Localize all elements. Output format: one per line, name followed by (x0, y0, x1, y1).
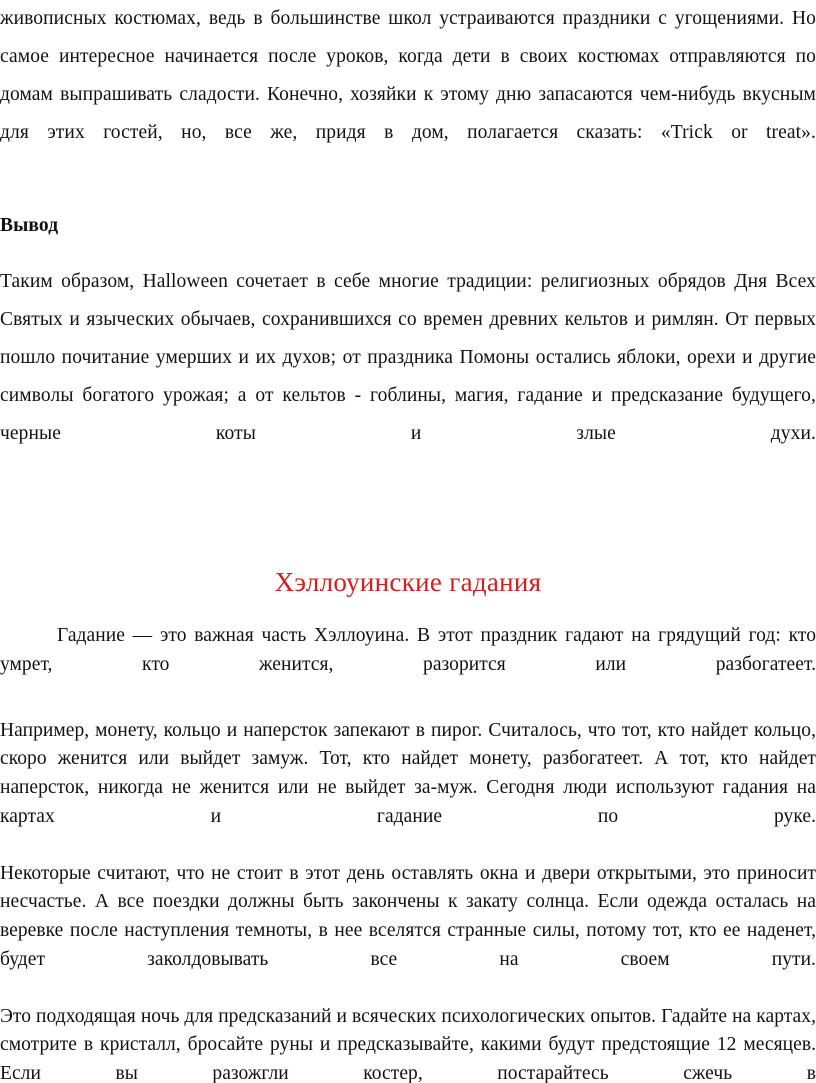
paragraph-predictions: Это подходящая ночь для предсказаний и всяческих психологических опытов. Гадайте на картах, смотрите в кристалл, бросайте руны и предсказывайте, какими будут предстоящие 12 месяцев. Если вы разожгли костер, постарайтесь сжечь в (0, 1005, 816, 1083)
heading-vyvod: Вывод (0, 215, 59, 236)
section-title: Хэллоуинские гадания (274, 567, 542, 597)
paragraph-continued: живописных костюмах, ведь в большинстве школ устраиваются праздники с угощениями. Но самое интересное начинается после уроков, когда дети в своих костюмах отправляются по домам выпрашивать сладости. Конечно, хозяйки к этому дню запасаются чем-нибудь вкусным для этих гостей, но, все же, придя в дом, полагается сказать: «Trick or treat». (0, 8, 816, 143)
paragraph-coin-ring-thimble: Например, монету, кольцо и наперсток запекают в пирог. Считалось, что тот, кто найдет кольцо, скоро женится или выйдет замуж. Тот, кто найдет монету, разбогатеет. А тот, кто найдет наперсток, никогда не женится или не выйдет за-муж. Сегодня люди используют гадания на картах и гадание по руке. (0, 719, 816, 827)
lower-text-block (0, 622, 816, 1083)
paragraph-conclusion: Таким образом, Halloween сочетает в себе многие традиции: религиозных обрядов Дня Всех Святых и языческих обычаев, сохранившихся со времен древних кельтов и римлян. От первых пошло почитание умерших и их духов; от праздника Помоны остались яблоки, орехи и другие символы богатого урожая; а от кельтов - гоблины, магия, гадание и предсказание будущего, черные коты и злые духи. (0, 271, 816, 444)
paragraph-divination-intro: Гадание — это важная часть Хэллоуина. В этот праздник гадают на грядущий год: кто умрет, кто женится, разорится или разбогатеет. (0, 625, 816, 675)
upper-text-block (0, 0, 816, 491)
paragraph-beliefs: Некоторые считают, что не стоит в этот день оставлять окна и двери открытыми, это приносит несчастье. А все поездки должны быть закончены к закату солнца. Если одежда осталась на веревке после наступления темноты, в нее вселятся странные силы, потому тот, кто ее наденет, будет заколдовывать все на своем пути. (0, 862, 816, 970)
